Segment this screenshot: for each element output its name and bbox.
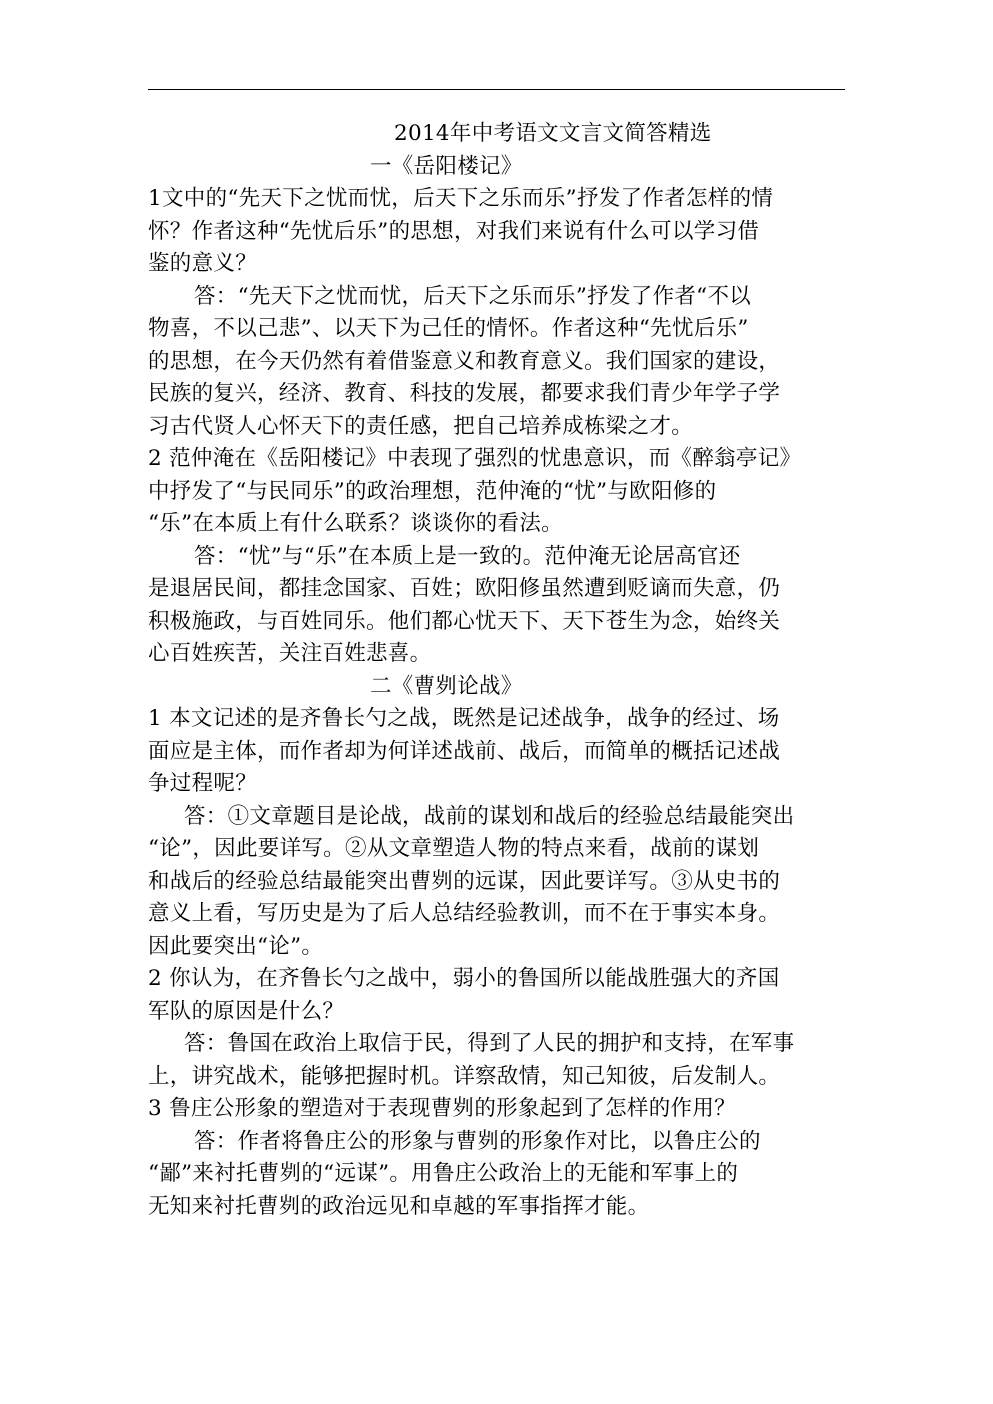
answer-line: 上，讲究战术，能够把握时机。详察敌情，知己知彼，后发制人。: [148, 1063, 781, 1089]
qa-item: [148, 1093, 848, 1223]
answer-line: 无知来衬托曹刿的政治远见和卓越的军事指挥才能。: [148, 1193, 650, 1219]
question-line: 3 鲁庄公形象的塑造对于表现曹刿的形象起到了怎样的作用？: [148, 1096, 736, 1121]
answer-line: “论”，因此要详写。②从文章塑造人物的特点来看，战前的谋划: [148, 836, 760, 861]
question-line: “乐”在本质上有什么联系？谈谈你的看法。: [148, 511, 563, 536]
answer-line: 物喜，不以己悲”、以天下为己任的情怀。作者这种“先忧后乐”: [148, 316, 749, 341]
answer-line: 答：鲁国在政治上取信于民，得到了人民的拥护和支持，在军事: [184, 1031, 795, 1056]
answer-line: 心百姓疾苦，关注百姓悲喜。: [148, 641, 432, 666]
answer-line: 答：①文章题目是论战，战前的谋划和战后的经验总结最能突出: [184, 803, 795, 829]
answer-line: 习古代贤人心怀天下的责任感，把自己培养成栋梁之才。: [148, 413, 694, 439]
document-page: [148, 118, 848, 1223]
answer-line: 的思想，在今天仍然有着借鉴意义和教育意义。我们国家的建设，: [148, 348, 781, 374]
question-line: 军队的原因是什么？: [148, 998, 345, 1024]
answer-line: 答：“忧”与“乐”在本质上是一致的。范仲淹无论居高官还: [194, 543, 741, 569]
answer-line: “鄙”来衬托曹刿的“远谋”。用鲁庄公政治上的无能和军事上的: [148, 1161, 739, 1186]
section-heading: 二《曹刿论战》: [370, 673, 523, 699]
answer-line: 民族的复兴，经济、教育、科技的发展，都要求我们青少年学子学: [148, 381, 781, 406]
answer-line: 是退居民间，都挂念国家、百姓；欧阳修虽然遭到贬谪而失意，仍: [148, 576, 781, 601]
document-title: 2014年中考语文文言文简答精选: [394, 121, 712, 146]
answer-line: 答：“先天下之忧而忧，后天下之乐而乐”抒发了作者“不以: [194, 283, 752, 309]
section-caoguilunzhan: [148, 671, 848, 1224]
answer-line: 积极施政，与百姓同乐。他们都心忧天下、天下苍生为念，始终关: [148, 608, 781, 634]
answer-line: 意义上看，写历史是为了后人总结经验教训，而不在于事实本身。: [148, 901, 781, 926]
section-yueyanglouji: [148, 151, 848, 671]
qa-item: [148, 703, 848, 963]
qa-item: [148, 183, 848, 443]
answer-line: 和战后的经验总结最能突出曹刿的远谋，因此要详写。③从史书的: [148, 868, 781, 894]
question-line: 2 你认为，在齐鲁长勺之战中，弱小的鲁国所以能战胜强大的齐国: [148, 966, 780, 991]
section-heading: 一《岳阳楼记》: [370, 153, 523, 179]
question-line: 1 本文记述的是齐鲁长勺之战，既然是记述战争，战争的经过、场: [148, 706, 780, 731]
question-line: 1文中的“先天下之忧而忧，后天下之乐而乐”抒发了作者怎样的情: [148, 186, 774, 211]
question-line: 中抒发了“与民同乐”的政治理想，范仲淹的“忧”与欧阳修的: [148, 478, 717, 504]
qa-item: [148, 443, 848, 671]
question-line: 争过程呢？: [148, 771, 258, 796]
question-line: 面应是主体，而作者却为何详述战前、战后，而简单的概括记述战: [148, 738, 781, 764]
qa-item: [148, 963, 848, 1093]
header-rule: [148, 89, 845, 90]
answer-line: 答：作者将鲁庄公的形象与曹刿的形象作对比，以鲁庄公的: [194, 1128, 761, 1154]
answer-line: 因此要突出“论”。: [148, 933, 324, 959]
question-line: 怀？作者这种“先忧后乐”的思想，对我们来说有什么可以学习借: [148, 218, 760, 244]
question-line: 鉴的意义？: [148, 251, 258, 276]
question-line: 2 范仲淹在《岳阳楼记》中表现了强烈的忧患意识，而《醉翁亭记》: [148, 446, 802, 471]
